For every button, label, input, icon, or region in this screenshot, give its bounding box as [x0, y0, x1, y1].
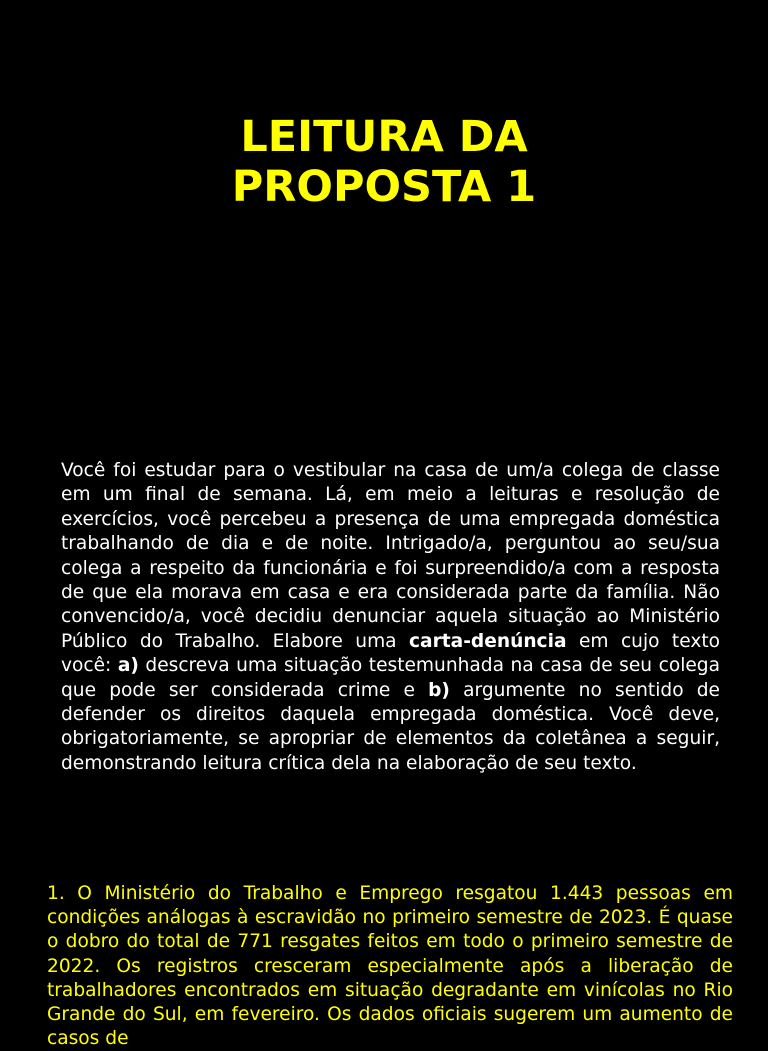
- collection-text-1: 1. O Ministério do Trabalho e Emprego resgatou 1.443 pessoas em condições análogas à escravidão no primeiro semestre de 2023. É quase o dobro do total de 771 resgates feitos em todo o primeiro semestre de 2022. Os registros cresceram especialmente após a liberação de trabalhadores encontrados em situação degradante em vinícolas no Rio Grande do Sul, em fevereiro. Os dados oficiais sugerem um aumento de casos de: [47, 883, 733, 1050]
- proposal-emphasis: carta-denúncia: [409, 630, 567, 652]
- proposal-text-part-3: descreva uma situação testemunhada na casa de seu colega que pode ser considerada crime e: [61, 655, 720, 701]
- title-line-1: LEITURA DA: [240, 112, 528, 162]
- proposal-text-part-4: argumente no sentido de defender os direitos daquela empregada doméstica. Você deve, obrigatoriamente, se apropriar de elementos da coletânea a seguir, demonstrando leitura crítica dela na elaboração de seu texto.: [61, 679, 720, 774]
- title-line-2: PROPOSTA 1: [231, 162, 537, 212]
- proposal-marker-b: b): [428, 679, 450, 701]
- proposal-text-part-1: Você foi estudar para o vestibular na casa de um/a colega de classe em um final de semana. Lá, em meio a leituras e resolução de exercícios, você percebeu a presença de uma empregada doméstica trabalhando de dia e de noite. Intrigado/a, perguntou ao seu/sua colega a respeito da funcionária e foi surpreendido/a com a resposta de que ela morava em casa e era considerada parte da família. Não convencido/a, você decidiu denunciar aquela situação ao Ministério Público do Trabalho. Elabore uma: [61, 460, 720, 652]
- proposal-marker-a: a): [117, 655, 139, 677]
- proposal-text-part-2: em cujo texto você:: [61, 630, 721, 677]
- slide-title: [0, 112, 768, 212]
- proposal-instructions: [61, 459, 720, 776]
